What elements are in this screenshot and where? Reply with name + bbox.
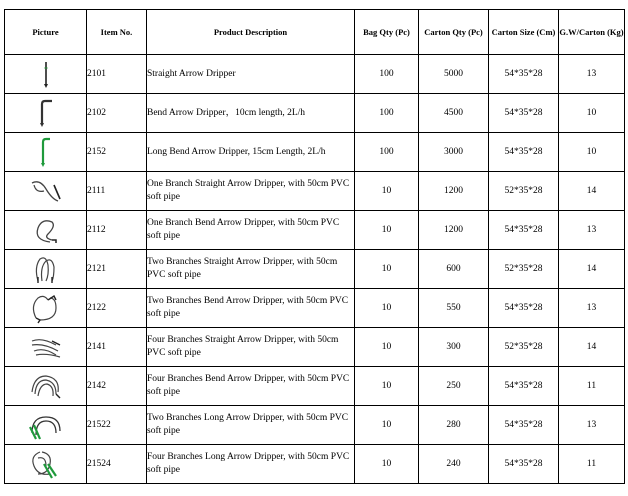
header-bag-qty: Bag Qty (Pc) [355,10,419,55]
four-branches-long-dripper-icon [26,448,66,480]
picture-cell [5,55,87,94]
bag-qty-cell: 10 [355,406,419,445]
item-no-cell: 2101 [87,55,147,94]
carton-size-cell: 52*35*28 [489,328,559,367]
straight-arrow-dripper-icon [26,58,66,90]
one-branch-bend-dripper-icon [26,214,66,246]
carton-size-cell: 54*35*28 [489,406,559,445]
carton-qty-cell: 300 [419,328,489,367]
header-gw-carton: G.W/Carton (Kg) [559,10,625,55]
two-branches-long-dripper-icon [26,409,66,441]
gw-carton-cell: 11 [559,367,625,406]
two-branches-bend-dripper-icon [26,292,66,324]
gw-carton-cell: 13 [559,406,625,445]
gw-carton-cell: 14 [559,328,625,367]
carton-size-cell: 54*35*28 [489,55,559,94]
picture-cell [5,172,87,211]
table-row [5,367,625,406]
four-branches-bend-dripper-icon [26,370,66,402]
item-no-cell: 2141 [87,328,147,367]
carton-size-cell: 54*35*28 [489,367,559,406]
carton-size-cell: 54*35*28 [489,289,559,328]
item-no-cell: 2142 [87,367,147,406]
table-row [5,133,625,172]
item-no-cell: 2121 [87,250,147,289]
description-cell: Two Branches Bend Arrow Dripper, with 50cm PVC soft pipe [147,289,355,328]
gw-carton-cell: 11 [559,445,625,484]
item-no-cell: 2102 [87,94,147,133]
table-row [5,250,625,289]
item-no-cell: 2112 [87,211,147,250]
item-no-cell: 2122 [87,289,147,328]
item-no-cell: 2111 [87,172,147,211]
one-branch-straight-dripper-icon [26,175,66,207]
picture-cell [5,94,87,133]
carton-size-cell: 52*35*28 [489,172,559,211]
picture-cell [5,250,87,289]
bag-qty-cell: 10 [355,367,419,406]
table-row [5,172,625,211]
item-no-cell: 2152 [87,133,147,172]
description-cell: Four Branches Long Arrow Dripper, with 50cm PVC soft pipe [147,445,355,484]
carton-qty-cell: 600 [419,250,489,289]
item-no-cell: 21524 [87,445,147,484]
table-row [5,94,625,133]
header-picture: Picture [5,10,87,55]
gw-carton-cell: 13 [559,211,625,250]
picture-cell [5,406,87,445]
description-cell: Straight Arrow Dripper [147,55,355,94]
carton-qty-cell: 250 [419,367,489,406]
carton-size-cell: 54*35*28 [489,94,559,133]
carton-size-cell: 54*35*28 [489,133,559,172]
four-branches-straight-dripper-icon [26,331,66,363]
long-bend-arrow-dripper-icon [26,136,66,168]
description-cell: Four Branches Bend Arrow Dripper, with 50cm PVC soft pipe [147,367,355,406]
table-row [5,328,625,367]
carton-qty-cell: 550 [419,289,489,328]
picture-cell [5,133,87,172]
bag-qty-cell: 10 [355,328,419,367]
gw-carton-cell: 13 [559,289,625,328]
table-row [5,211,625,250]
picture-cell [5,367,87,406]
description-cell: Bend Arrow Dripper，10cm length, 2L/h [147,94,355,133]
product-spec-table [4,9,625,484]
carton-qty-cell: 240 [419,445,489,484]
carton-qty-cell: 280 [419,406,489,445]
gw-carton-cell: 14 [559,250,625,289]
carton-qty-cell: 1200 [419,211,489,250]
bend-arrow-dripper-icon [26,97,66,129]
picture-cell [5,445,87,484]
description-cell: One Branch Straight Arrow Dripper, with 50cm PVC soft pipe [147,172,355,211]
bag-qty-cell: 100 [355,133,419,172]
table-row [5,406,625,445]
carton-size-cell: 52*35*28 [489,250,559,289]
description-cell: Four Branches Straight Arrow Dripper, with 50cm PVC soft pipe [147,328,355,367]
header-carton-size: Carton Size (Cm) [489,10,559,55]
carton-qty-cell: 4500 [419,94,489,133]
bag-qty-cell: 10 [355,250,419,289]
item-no-cell: 21522 [87,406,147,445]
bag-qty-cell: 100 [355,55,419,94]
header-description: Product Description [147,10,355,55]
bag-qty-cell: 100 [355,94,419,133]
bag-qty-cell: 10 [355,172,419,211]
carton-size-cell: 54*35*28 [489,211,559,250]
description-cell: Two Branches Long Arrow Dripper, with 50cm PVC soft pipe [147,406,355,445]
table-row [5,289,625,328]
picture-cell [5,211,87,250]
description-cell: One Branch Bend Arrow Dripper, with 50cm PVC soft pipe [147,211,355,250]
bag-qty-cell: 10 [355,289,419,328]
carton-qty-cell: 3000 [419,133,489,172]
gw-carton-cell: 10 [559,94,625,133]
picture-cell [5,289,87,328]
description-cell: Long Bend Arrow Dripper, 15cm Length, 2L/h [147,133,355,172]
header-carton-qty: Carton Qty (Pc) [419,10,489,55]
gw-carton-cell: 10 [559,133,625,172]
gw-carton-cell: 14 [559,172,625,211]
picture-cell [5,328,87,367]
description-cell: Two Branches Straight Arrow Dripper, with 50cm PVC soft pipe [147,250,355,289]
carton-qty-cell: 1200 [419,172,489,211]
two-branches-straight-dripper-icon [26,253,66,285]
bag-qty-cell: 10 [355,445,419,484]
header-item-no: Item No. [87,10,147,55]
carton-size-cell: 54*35*28 [489,445,559,484]
table-row [5,445,625,484]
gw-carton-cell: 13 [559,55,625,94]
table-row [5,55,625,94]
bag-qty-cell: 10 [355,211,419,250]
carton-qty-cell: 5000 [419,55,489,94]
header-row [5,10,625,55]
